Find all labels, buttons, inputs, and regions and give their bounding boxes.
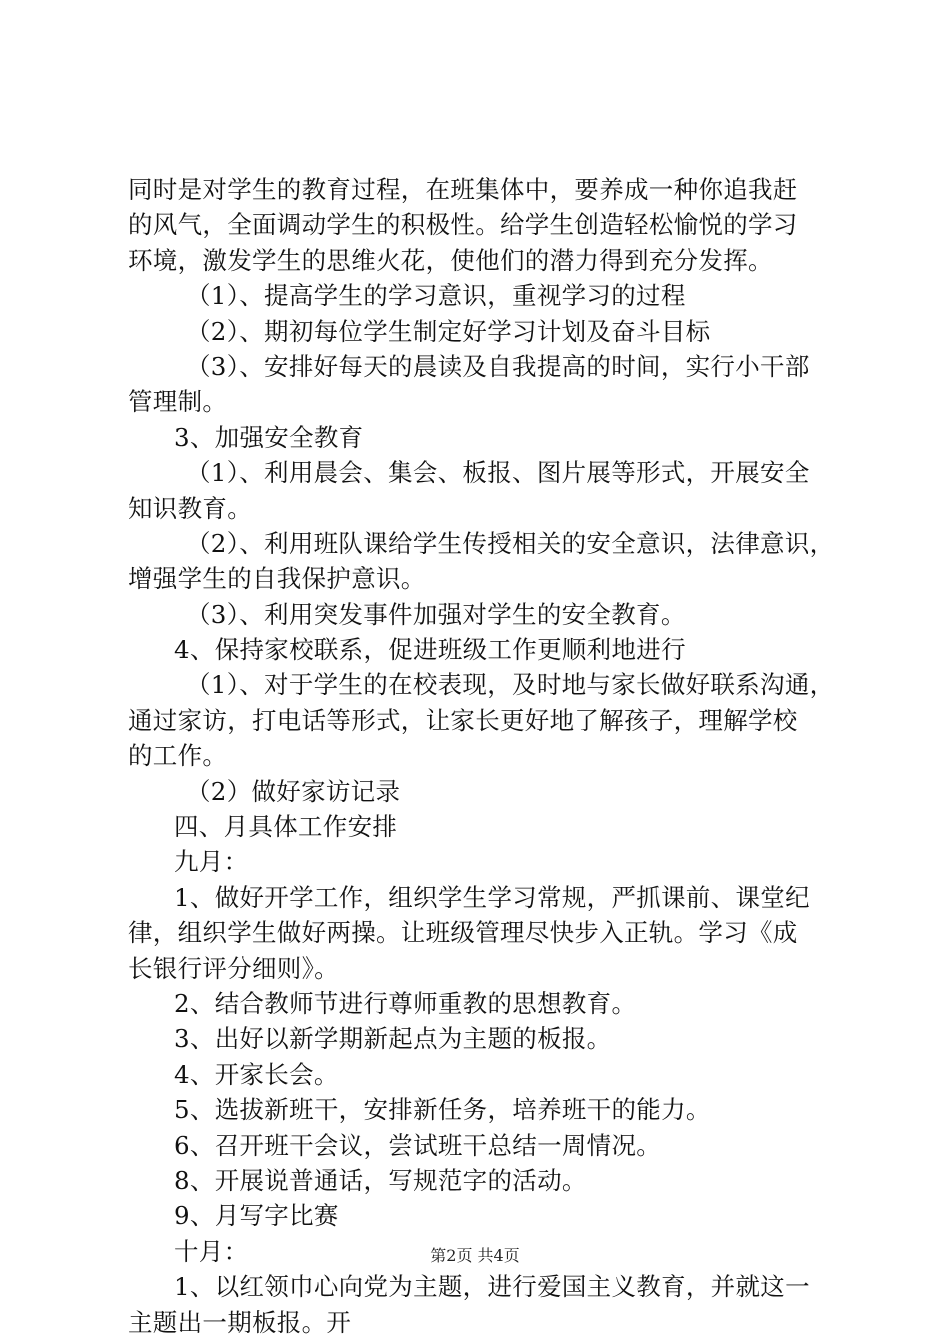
text-line: 6、召开班干会议，尝试班干总结一周情况。 — [174, 1130, 662, 1160]
text-line: 四、月具体工作安排 — [174, 812, 398, 842]
text-line: （1）、利用晨会、集会、板报、图片展等形式，开展安全 — [186, 458, 810, 488]
document-body — [128, 172, 834, 1340]
text-line: 长银行评分细则》。 — [128, 953, 339, 983]
text-line: （1）、对于学生的在校表现，及时地与家长做好联系沟通， — [186, 670, 834, 700]
page-footer — [0, 1245, 950, 1267]
text-line: 9、月写字比赛 — [174, 1201, 339, 1231]
text-line: 1、做好开学工作，组织学生学习常规，严抓课前、课堂纪 — [174, 882, 810, 912]
text-line: 同时是对学生的教育过程，在班集体中，要养成一种你追我赶 — [128, 175, 798, 204]
text-line: 3、加强安全教育 — [174, 422, 364, 452]
text-line: 十月： — [174, 1236, 249, 1266]
text-line: （3）、安排好每天的晨读及自我提高的时间，实行小干部 — [186, 351, 810, 381]
text-line: 5、选拔新班干，安排新任务，培养班干的能力。 — [174, 1095, 711, 1125]
text-line: 8、开展说普通话，写规范字的活动。 — [174, 1165, 587, 1195]
text-line: 增强学生的自我保护意识。 — [128, 564, 426, 594]
text-line: 的风气，全面调动学生的积极性。给学生创造轻松愉悦的学习 — [128, 210, 798, 240]
text-line: 管理制。 — [128, 387, 228, 417]
text-line: 2、结合教师节进行尊师重教的思想教育。 — [174, 988, 637, 1018]
page-number-label: 第2页 共4页 — [430, 1246, 520, 1265]
text-line: （2）做好家访记录 — [186, 776, 401, 806]
text-line: （1）、提高学生的学习意识，重视学习的过程 — [186, 281, 686, 311]
text-line: 3、出好以新学期新起点为主题的板报。 — [174, 1024, 612, 1054]
text-line: 律，组织学生做好两操。让班级管理尽快步入正轨。学习《成 — [128, 918, 798, 948]
text-line: （2）、期初每位学生制定好学习计划及奋斗目标 — [186, 316, 711, 346]
text-line: 4、开家长会。 — [174, 1059, 339, 1089]
text-line: 通过家访，打电话等形式，让家长更好地了解孩子，理解学校 — [128, 705, 798, 735]
text-line: 知识教育。 — [128, 493, 252, 523]
text-line: 环境，激发学生的思维火花，使他们的潜力得到充分发挥。 — [128, 245, 773, 275]
text-line: 九月： — [174, 847, 249, 877]
text-line: 主题出一期板报。开 — [128, 1307, 352, 1337]
text-line: 4、保持家校联系，促进班级工作更顺利地进行 — [174, 635, 686, 665]
text-line: （2）、利用班队课给学生传授相关的安全意识，法律意识， — [186, 528, 834, 558]
text-line: 的工作。 — [128, 741, 228, 771]
text-line: （3）、利用突发事件加强对学生的安全教育。 — [186, 599, 686, 629]
text-line: 1、以红领巾心向党为主题，进行爱国主义教育，并就这一 — [174, 1272, 810, 1302]
